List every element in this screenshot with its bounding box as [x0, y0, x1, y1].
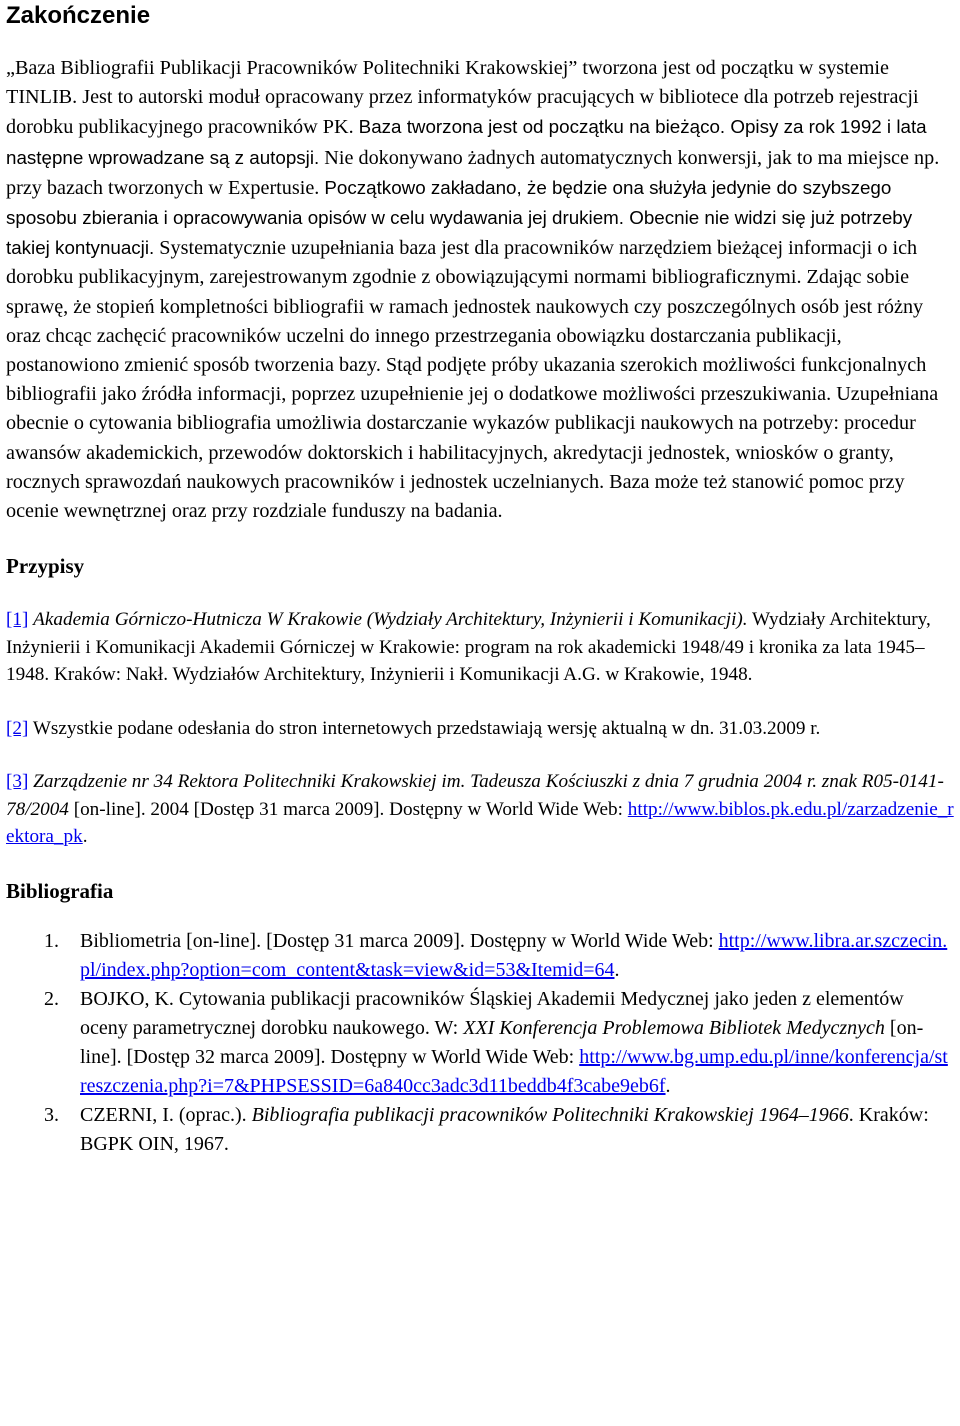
footnote-3 — [6, 768, 954, 851]
conclusion-s1: „Baza Bibliografii Publikacji Pracowników Politechniki Krakowskiej” tworzona jest od początku w systemie TINLIB. Jest to autorski moduł opracowany przez informatyków pracujących w bibliotece dla potrzeb rejestracji dorobku publikacyjnego pracowników PK. — [6, 57, 919, 139]
bibliography-item-title: Bibliografia publikacji pracowników Politechniki Krakowskiej 1964–1966 — [251, 1103, 849, 1126]
heading-conclusion: Zakończenie — [6, 2, 151, 29]
bibliography-item-text: CZERNI, I. (oprac.). — [80, 1103, 252, 1126]
footnote-1-title: Akademia Górniczo-Hutnicza W Krakowie (Wydziały Architektury, Inżynierii i Komunikacji). — [33, 609, 748, 631]
bibliography-item-title: XXI Konferencja Problemowa Bibliotek Medycznych — [463, 1016, 885, 1039]
footnote-3-text: [on-line]. 2004 [Dostęp 31 marca 2009]. Dostępny w World Wide Web: — [68, 798, 628, 820]
footnote-3-ref-link[interactable]: [3] — [6, 771, 29, 793]
bibliography-item-number: 3. — [44, 1103, 59, 1126]
footnote-2-text: Wszystkie podane odesłania do stron internetowych przedstawiają wersję aktualną w dn. 31.03.2009 r. — [28, 717, 821, 739]
heading-bibliography: Bibliografia — [6, 878, 114, 903]
bibliography-item-1-link[interactable]: http://www.libra.ar.szczecin.pl/index.php?option=com_content&task=view&id=53&Itemid=64 — [80, 929, 948, 981]
bibliography-item-number: 1. — [44, 929, 59, 952]
footnote-3-tail: . — [82, 826, 88, 848]
footnote-3-title: Zarządzenie nr 34 Rektora Politechniki Krakowskiej im. Tadeusza Kościuszki z dnia 7 grudnia 2004 r. znak R05-0141- 78/2004 — [6, 771, 944, 820]
bibliography-list — [6, 927, 954, 1159]
bibliography-item — [6, 1101, 954, 1159]
footnote-1 — [6, 606, 954, 689]
bibliography-item-2-link[interactable]: http://www.bg.ump.edu.pl/inne/konferencja/streszczenia.php?i=7&PHPSESSID=6a840cc3adc3d11beddb4f3cabe9eb6f — [80, 1045, 948, 1097]
conclusion-s5: Systematycznie uzupełniania baza jest dla pracowników narzędziem bieżącej informacji o ich dorobku publikacyjnym, zarejestrowanym zgodnie z obowiązującymi normami bibliograficznymi. Zdając sobie sprawę, że stopień kompletności bibliografii w ramach jednostek naukowych czy poszczególnych osób jest różny oraz chcąc zachęcić pracowników uczelni do innego przestrzegania obowiązku dostarczania publikacji, postanowiono zmienić sposób tworzenia bazy. Stąd podjęte próby ukazania szerokich możliwości funkcjonalnych bibliografii jako źródła informacji, poprzez uzupełnienie jej o dodatkowe możliwości przeszukiwania. Uzupełniana obecnie o cytowania bibliografia umożliwia dostarczanie wykazów publikacji naukowych na potrzeby: procedur awansów akademickich, przewodów doktorskich i habilitacyjnych, akredytacji jednostek, wniosków o granty, rocznych sprawozdań naukowych pracowników i jednostek uczelnianych. Baza może też stanowić pomoc przy ocenie wewnętrznej oraz przy rozdziale funduszy na badania. — [6, 237, 939, 523]
bibliography-item-text2: . Kraków: BGPK OIN, 1967. — [80, 1103, 929, 1155]
bibliography-item-number: 2. — [44, 987, 59, 1010]
bibliography-item-tail: . — [614, 958, 620, 981]
bibliography-item-tail: . — [665, 1074, 671, 1097]
footnote-1-text: Wydziały Architektury, Inżynierii i Komunikacji Akademii Górniczej w Krakowie: program na rok akademicki 1948/49 i kronika za lata 1945–1948. Kraków: Nakł. Wydziałów Architektury, Inżynierii i Komunikacji A.G. w Krakowie, 1948. — [6, 609, 931, 686]
bibliography-item-text2: [on-line]. [Dostęp 32 marca 2009]. Dostępny w World Wide Web: — [80, 1016, 924, 1068]
footnote-3-url-link[interactable]: http://www.biblos.pk.edu.pl/zarzadzenie_rektora_pk — [6, 798, 954, 848]
footnote-2-ref-link[interactable]: [2] — [6, 717, 29, 739]
bibliography-item-text: Bibliometria [on-line]. [Dostęp 31 marca 2009]. Dostępny w World Wide Web: — [80, 929, 719, 952]
footnote-1-ref-link[interactable]: [1] — [6, 609, 29, 631]
bibliography-item — [6, 985, 954, 1101]
conclusion-paragraph — [6, 54, 954, 526]
footnote-2 — [6, 715, 954, 743]
bibliography-item — [6, 927, 954, 985]
bibliography-item-text: BOJKO, K. Cytowania publikacji pracowników Śląskiej Akademii Medycznej jako jeden z elementów oceny parametrycznej dorobku naukowego. W: — [80, 987, 904, 1039]
conclusion-s4: Początkowo zakładano, że będzie ona służyła jedynie do szybszego sposobu zbierania i opracowywania opisów w celu wydawania jej drukiem. Obecnie nie widzi się już potrzeby takiej kontynuacji. — [6, 176, 913, 259]
conclusion-s3: Nie dokonywano żadnych automatycznych konwersji, jak to ma miejsce np. przy bazach tworzonych w Expertusie. — [6, 146, 940, 199]
conclusion-s2: Baza tworzona jest od początku na bieżąco. Opisy za rok 1992 i lata następne wprowadzane są z autopsji. — [6, 116, 927, 168]
heading-footnotes: Przypisy — [6, 554, 85, 579]
